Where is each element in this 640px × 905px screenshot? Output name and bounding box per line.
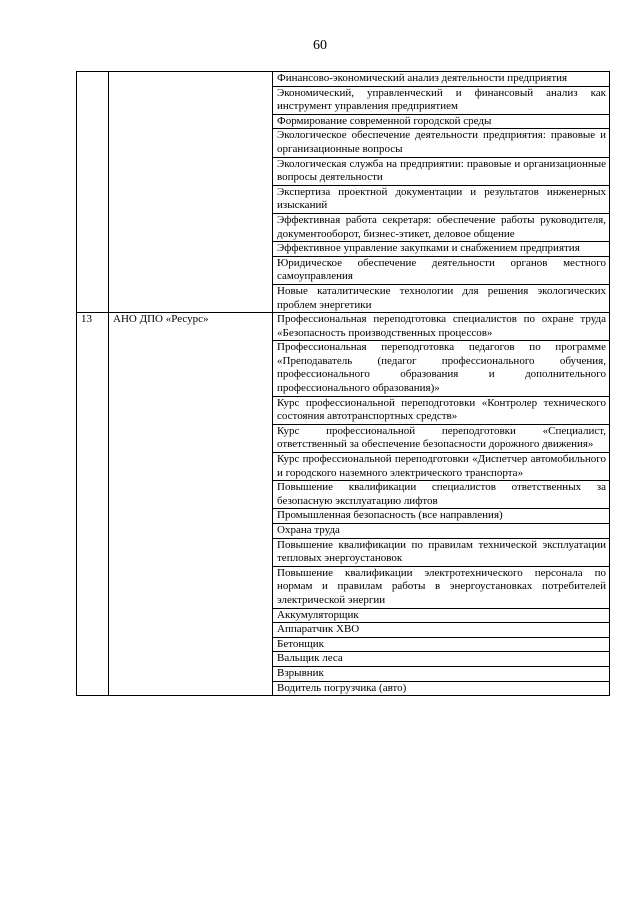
program-cell: Новые каталитические технологии для решения экологических проблем энергетики bbox=[273, 284, 610, 312]
table-row bbox=[77, 72, 610, 87]
program-cell: Промышленная безопасность (все направления) bbox=[273, 509, 610, 524]
programs-table bbox=[76, 71, 610, 696]
program-cell: Повышение квалификации по правилам технической эксплуатации тепловых энергоустановок bbox=[273, 538, 610, 566]
program-cell: Экологическое обеспечение деятельности предприятия: правовые и организационные вопросы bbox=[273, 129, 610, 157]
program-cell: Повышение квалификации электротехнического персонала по нормам и правилам работы в энергоустановках потребителей электрической энергии bbox=[273, 566, 610, 608]
program-cell: Профессиональная переподготовка специалистов по охране труда «Безопасность производственных процессов» bbox=[273, 313, 610, 341]
program-cell: Курс профессиональной переподготовки «Контролер технического состояния автотранспортных средств» bbox=[273, 396, 610, 424]
organization-cell: АНО ДПО «Ресурс» bbox=[109, 313, 273, 696]
program-cell: Аппаратчик ХВО bbox=[273, 623, 610, 638]
program-cell: Курс профессиональной переподготовки «Специалист, ответственный за обеспечение безопасности дорожного движения» bbox=[273, 424, 610, 452]
program-cell: Эффективная работа секретаря: обеспечение работы руководителя, документооборот, бизнес-этикет, деловое общение bbox=[273, 213, 610, 241]
program-cell: Бетонщик bbox=[273, 637, 610, 652]
program-cell: Охрана труда bbox=[273, 524, 610, 539]
program-cell: Формирование современной городской среды bbox=[273, 114, 610, 129]
table-row bbox=[77, 313, 610, 341]
organization-cell bbox=[109, 72, 273, 313]
row-number-cell: 13 bbox=[77, 313, 109, 696]
program-cell: Экспертиза проектной документации и результатов инженерных изысканий bbox=[273, 185, 610, 213]
program-cell: Экологическая служба на предприятии: правовые и организационные вопросы деятельности bbox=[273, 157, 610, 185]
program-cell: Аккумуляторщик bbox=[273, 608, 610, 623]
program-cell: Вальщик леса bbox=[273, 652, 610, 667]
program-cell: Курс профессиональной переподготовки «Диспетчер автомобильного и городского наземного электрического транспорта» bbox=[273, 453, 610, 481]
program-cell: Экономический, управленческий и финансовый анализ как инструмент управления предприятием bbox=[273, 86, 610, 114]
program-cell: Повышение квалификации специалистов ответственных за безопасную эксплуатацию лифтов bbox=[273, 481, 610, 509]
program-cell: Юридическое обеспечение деятельности органов местного самоуправления bbox=[273, 256, 610, 284]
program-cell: Эффективное управление закупками и снабжением предприятия bbox=[273, 242, 610, 257]
row-number-cell bbox=[77, 72, 109, 313]
program-cell: Профессиональная переподготовка педагогов по программе «Преподаватель (педагог профессионального обучения, профессионального образования и дополнительного профессионального образования)» bbox=[273, 341, 610, 396]
program-cell: Финансово-экономический анализ деятельности предприятия bbox=[273, 72, 610, 87]
program-cell: Водитель погрузчика (авто) bbox=[273, 681, 610, 696]
page-number: 60 bbox=[313, 38, 327, 53]
program-cell: Взрывник bbox=[273, 666, 610, 681]
